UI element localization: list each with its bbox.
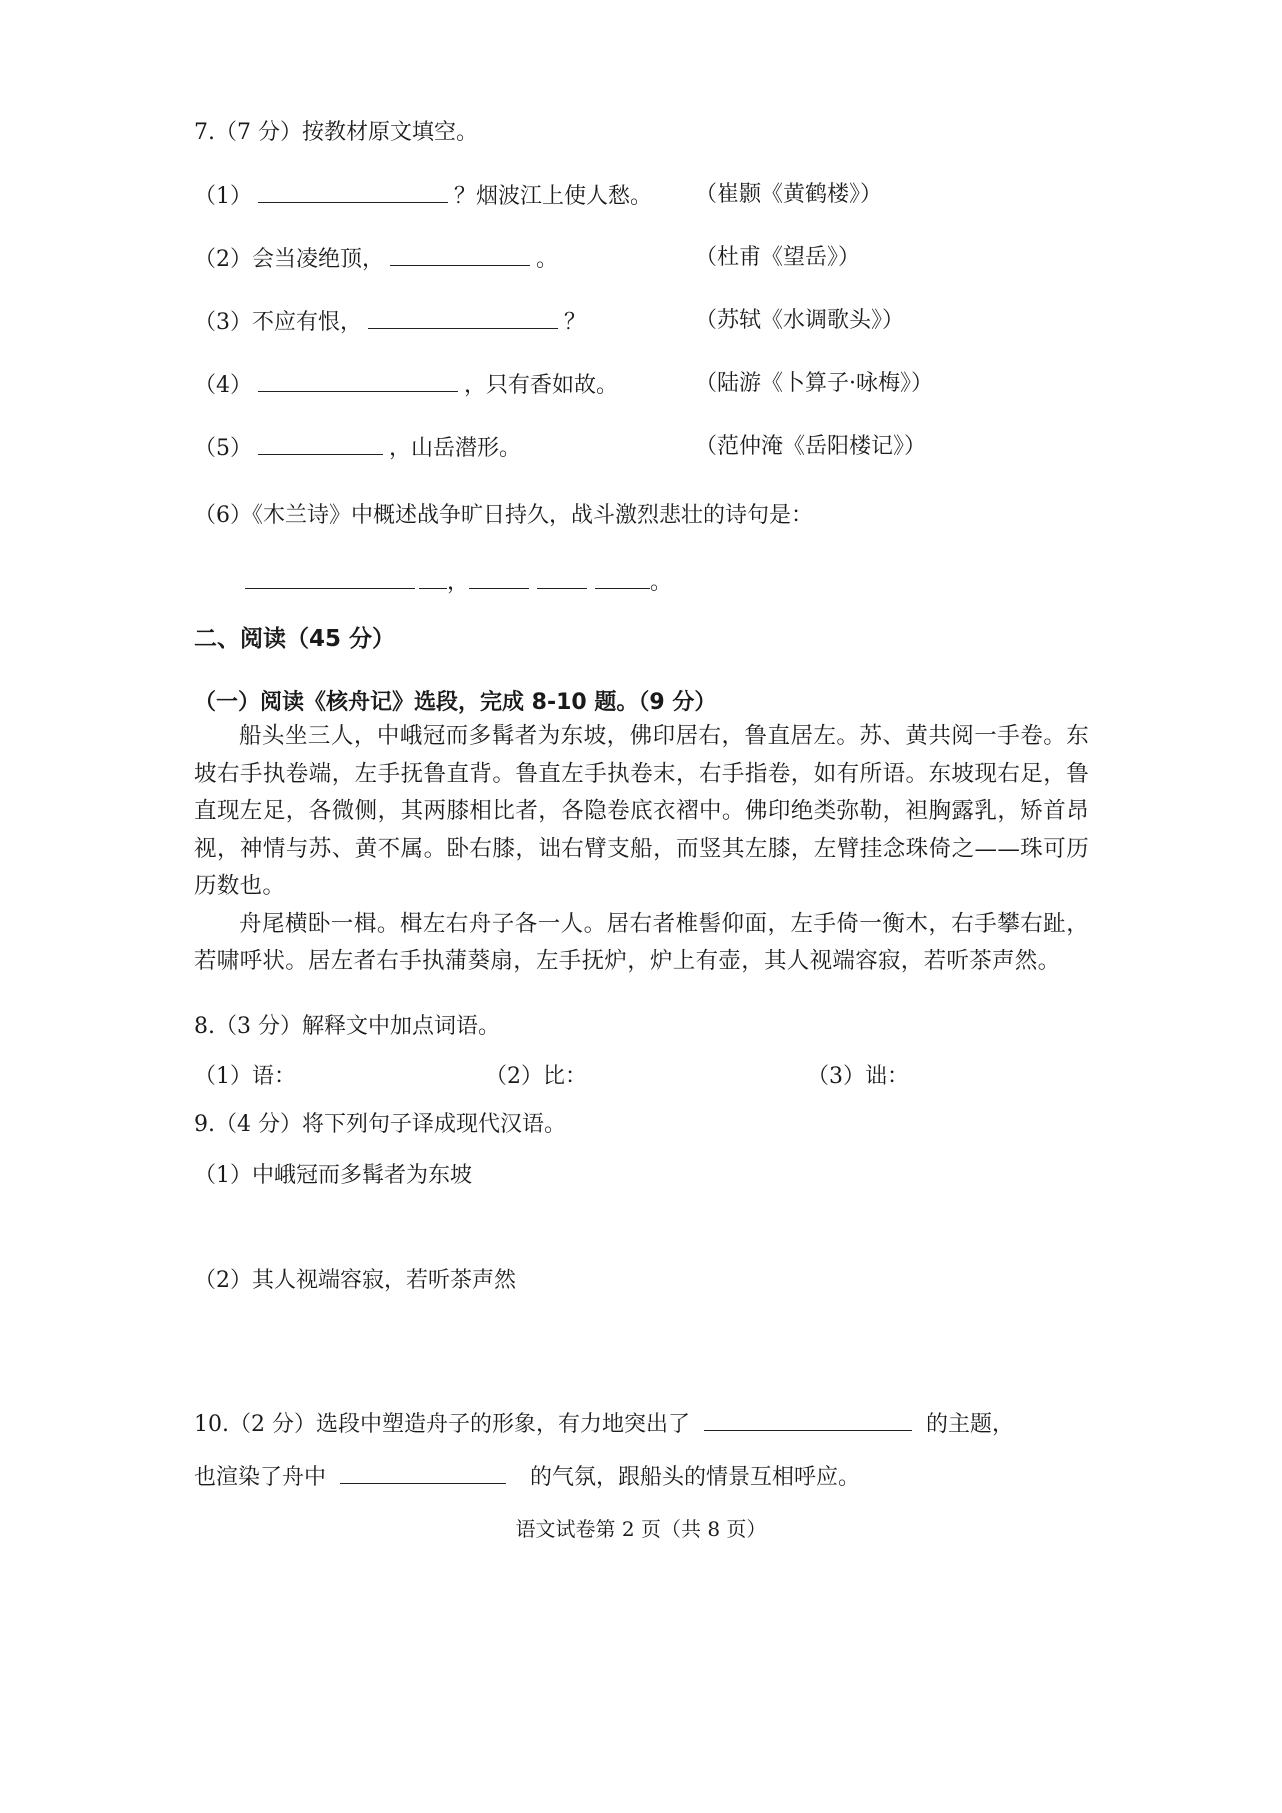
q7-title: 7.（7 分）按教材原文填空。 [194,120,478,145]
answer-blank[interactable] [340,1461,506,1484]
page-footer: 语文试卷第 2 页（共 8 页） [515,1517,767,1541]
answer-blank[interactable] [258,180,448,203]
q7-item-2: （2）会当凌绝顶， 。 [194,243,558,275]
q7-item-1: （1） ？烟波江上使人愁。 [194,180,652,212]
q8-title: 8.（3 分）解释文中加点词语。 [194,1014,500,1039]
q8-item-2: （2）比： [485,1064,587,1089]
passage-paragraph-2: 舟尾横卧一楫。楫左右舟子各一人。居右者椎髻仰面，左手倚一衡木，右手攀右趾，若啸呼状。居左者右手执蒲葵扇，左手抚炉，炉上有壶，其人视端容寂，若听茶声然。 [194,910,1089,974]
answer-blank[interactable] [258,369,458,392]
q7-item-3: （3）不应有恨， ？ [194,306,586,338]
q7-source-4: （陆游《卜算子·咏梅》） [695,371,933,396]
q7-source-5: （范仲淹《岳阳楼记》） [695,434,927,459]
answer-blank[interactable] [245,566,415,589]
answer-blank[interactable] [390,243,530,266]
q9-title: 9.（4 分）将下列句子译成现代汉语。 [194,1112,566,1137]
q7-item-4: （4） ，只有香如故。 [194,369,618,401]
answer-blank[interactable] [258,432,383,455]
q10-line-2: 也渲染了舟中 的气氛，跟船头的情景互相呼应。 [194,1461,860,1493]
q7-source-2: （杜甫《望岳》） [695,245,861,270]
passage-heading: （一）阅读《核舟记》选段，完成 8-10 题。（9 分） [194,690,717,715]
answer-blank[interactable] [595,566,650,589]
q7-item-6: （6）《木兰诗》中概述战争旷日持久，战斗激烈悲壮的诗句是： [194,503,813,528]
q7-source-1: （崔颢《黄鹤楼》） [695,182,883,207]
q7-item-5: （5） ，山岳潜形。 [194,432,521,464]
q7-source-3: （苏轼《水调歌头》） [695,308,905,333]
passage-paragraph-1: 船头坐三人，中峨冠而多髯者为东坡，佛印居右，鲁直居左。苏、黄共阅一手卷。东坡右手执卷端，左手抚鲁直背。鲁直左手执卷末，右手指卷，如有所语。东坡现右足，鲁直现左足，各微侧，其两膝相比者，各隐卷底衣褶中。佛印绝类弥勒，袒胸露乳，矫首昂视，神情与苏、黄不属。卧右膝，诎右臂支船，而竖其左膝，左臂挂念珠倚之——珠可历历数也。 [194,723,1089,899]
passage-text [194,718,1089,981]
q10-line-1: 10.（2 分）选段中塑造舟子的形象，有力地突出了 的主题， [194,1408,1014,1440]
answer-blank[interactable] [469,566,529,589]
answer-blank[interactable] [704,1408,912,1431]
answer-blank[interactable] [419,566,447,589]
q8-item-3: （3）诎： [807,1064,909,1089]
q8-item-1: （1）语： [194,1064,296,1089]
q9-item-1: （1）中峨冠而多髯者为东坡 [194,1163,472,1188]
answer-blank[interactable] [537,566,587,589]
q9-item-2: （2）其人视端容寂，若听茶声然 [194,1268,516,1293]
answer-blank[interactable] [368,306,558,329]
section-heading: 二、阅读（45 分） [194,626,396,652]
q7-item-6-answer: ， 。 [245,566,672,598]
